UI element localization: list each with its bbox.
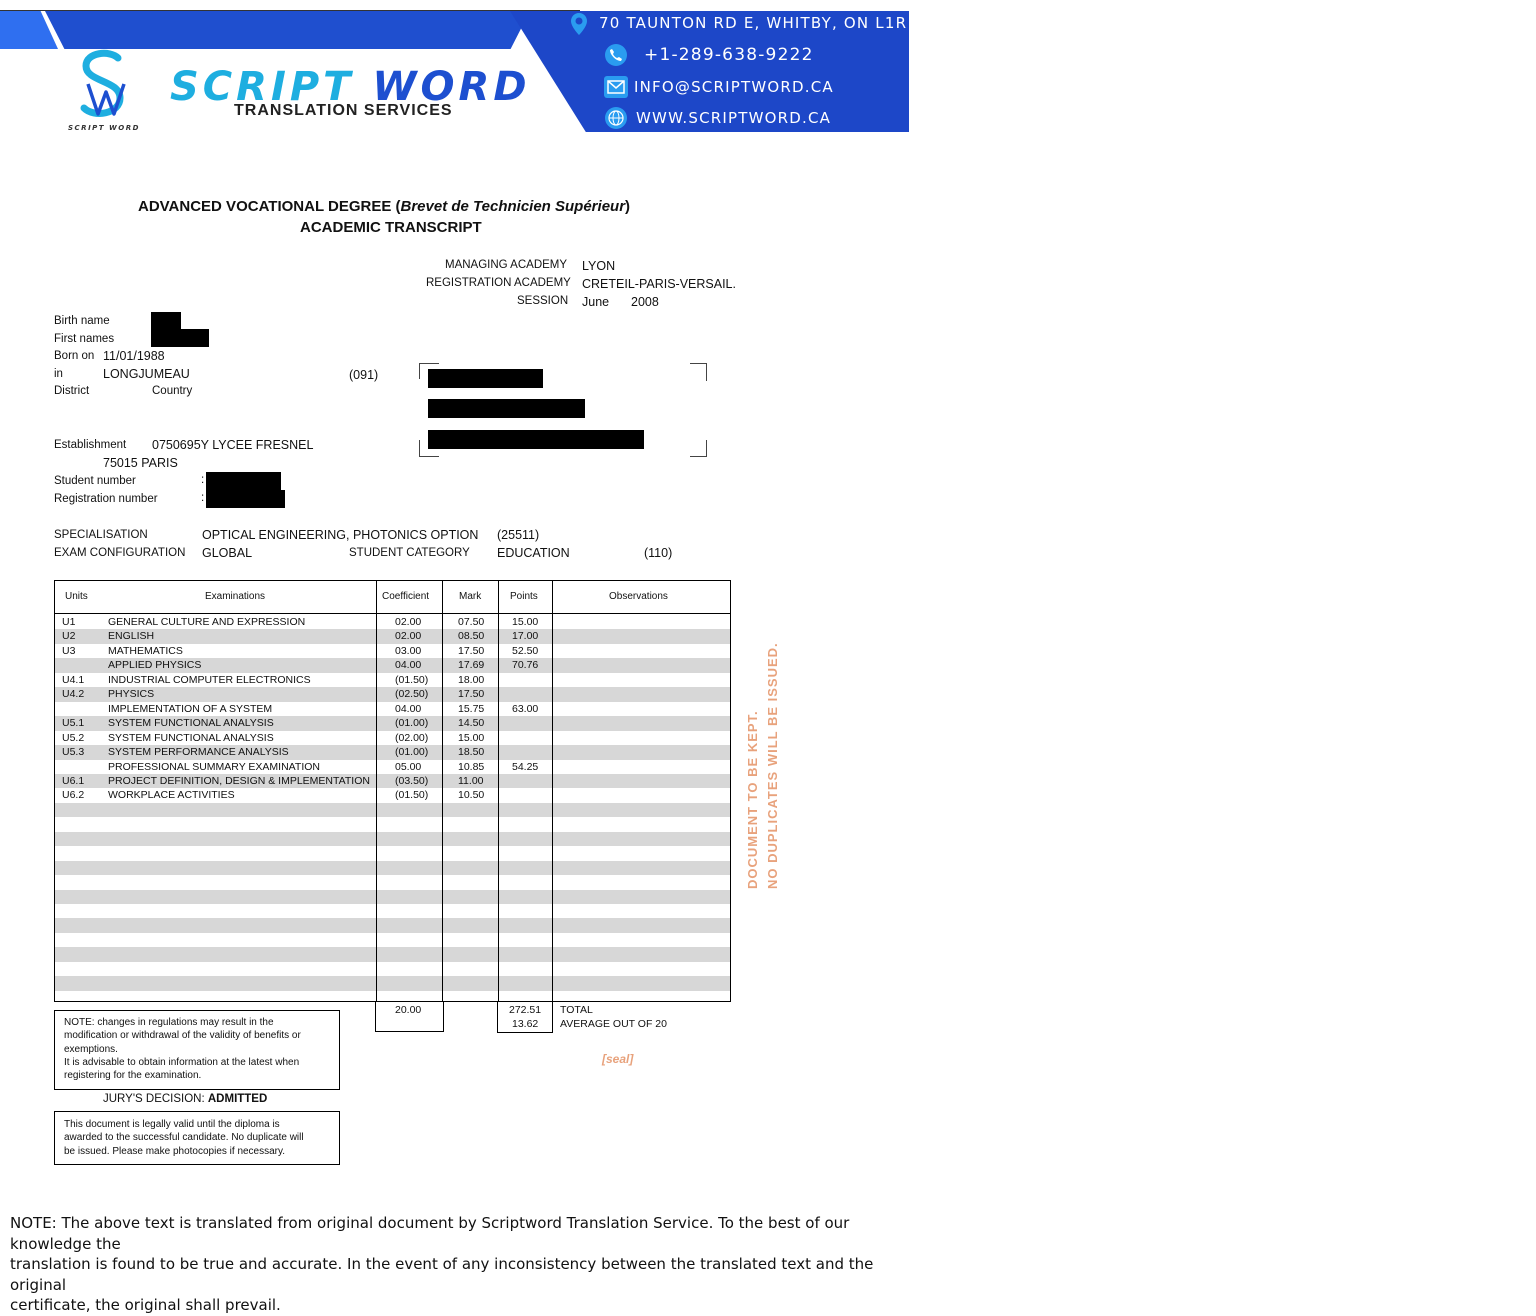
cell-mark: 10.50 — [458, 789, 485, 802]
birthplace-value: LONGJUMEAU — [103, 367, 190, 381]
managing-academy-value: LYON — [582, 259, 616, 273]
header-rule — [0, 10, 580, 11]
redacted-address-line3 — [428, 430, 644, 449]
cell-mark: 07.50 — [458, 616, 485, 628]
registration-academy-label: REGISTRATION ACADEMY — [426, 277, 571, 289]
header-units: Units — [65, 591, 88, 602]
brand-word-word: WORD — [372, 64, 531, 110]
establishment-value: 0750695Y LYCEE FRESNEL — [152, 438, 314, 452]
email-text: INFO@SCRIPTWORD.CA — [634, 78, 834, 96]
header-examinations: Examinations — [205, 591, 266, 602]
cell-points: 17.00 — [512, 630, 539, 643]
cell-mark: 11.00 — [458, 774, 484, 787]
address-bracket-br — [690, 440, 707, 457]
cell-mark: 15.00 — [458, 731, 485, 744]
cell-points: 15.00 — [512, 616, 539, 628]
seal-placeholder: [seal] — [602, 1052, 634, 1066]
cell-unit: U1 — [62, 616, 76, 628]
cell-examination: PROJECT DEFINITION, DESIGN & IMPLEMENTATION — [108, 774, 370, 787]
cell-mark: 08.50 — [458, 630, 485, 643]
session-label: SESSION — [517, 295, 569, 307]
col-divider-points — [498, 581, 499, 1001]
table-row-stripe — [55, 629, 730, 644]
vertical-note-kept: DOCUMENT TO BE KEPT. — [745, 710, 760, 889]
globe-icon — [605, 107, 627, 129]
cell-examination: SYSTEM FUNCTIONAL ANALYSIS — [108, 731, 274, 744]
col-divider-mark — [442, 581, 443, 1001]
registration-academy-value: CRETEIL-PARIS-VERSAIL. — [582, 277, 736, 291]
cell-coefficient: (01.50) — [395, 673, 429, 686]
table-row-stripe — [55, 947, 730, 962]
header-coefficient: Coefficient — [382, 591, 430, 602]
session-month: June — [582, 295, 610, 309]
cell-coefficient: (01.50) — [395, 789, 429, 802]
jury-decision: JURY'S DECISION: ADMITTED — [103, 1093, 268, 1105]
header-accent-bar — [45, 11, 530, 49]
cell-coefficient: (02.50) — [395, 688, 429, 701]
cell-points: 54.25 — [512, 760, 539, 773]
location-pin-icon — [570, 12, 588, 36]
cell-coefficient: 04.00 — [395, 659, 422, 672]
grades-table — [54, 580, 731, 1002]
student-category-label: STUDENT CATEGORY — [349, 547, 470, 559]
total-label: TOTAL — [560, 1004, 593, 1016]
mail-icon — [604, 76, 628, 98]
cell-coefficient: (01.00) — [395, 717, 429, 730]
scriptword-logo-icon — [72, 48, 134, 124]
redacted-address-line1 — [428, 369, 543, 388]
in-label: in — [54, 368, 63, 380]
cell-examination: SYSTEM FUNCTIONAL ANALYSIS — [108, 717, 274, 730]
document-subtitle: ACADEMIC TRANSCRIPT — [300, 219, 482, 236]
cell-mark: 17.50 — [458, 644, 485, 657]
birth-name-label: Birth name — [54, 315, 110, 327]
address-bracket-tr — [690, 363, 707, 381]
cell-coefficient: 03.00 — [395, 644, 422, 657]
cell-points: 63.00 — [512, 702, 539, 715]
redacted-first-names — [151, 329, 209, 347]
cell-points: 52.50 — [512, 644, 539, 657]
table-row-stripe — [55, 687, 730, 702]
establishment-city: 75015 PARIS — [103, 456, 178, 470]
validity-note: This document is legally valid until the diploma is awarded to the successful candidate. No duplicate will be issued. Please make photocopies if necessary. — [54, 1111, 340, 1165]
managing-academy-label: MANAGING ACADEMY — [445, 259, 568, 271]
table-row-stripe — [55, 976, 730, 991]
total-points: 272.51 — [509, 1004, 542, 1016]
average-value: 13.62 — [512, 1018, 539, 1030]
born-on-value: 11/01/1988 — [103, 349, 165, 363]
table-row-stripe — [55, 803, 730, 818]
cell-examination: ENGLISH — [108, 630, 155, 643]
cell-unit: U4.1 — [62, 673, 85, 686]
student-number-colon: : — [201, 474, 205, 486]
cell-unit: U5.1 — [62, 717, 85, 730]
exam-config-label: EXAM CONFIGURATION — [54, 547, 186, 559]
document-title: ADVANCED VOCATIONAL DEGREE (Brevet de Technicien Supérieur) — [138, 198, 631, 215]
specialisation-code: (25511) — [497, 528, 540, 542]
header-points: Points — [510, 591, 538, 602]
header-observations: Observations — [609, 591, 668, 602]
cell-examination: WORKPLACE ACTIVITIES — [108, 789, 235, 802]
cell-coefficient: (03.50) — [395, 774, 429, 787]
translation-footnote: NOTE: The above text is translated from original document by Scriptword Translation Service. To the best of our knowledge the translation is found to be true and accurate. In the event of any inconsistency between the translated text and the original certificate, the original shall prevail. — [10, 1214, 874, 1314]
student-number-label: Student number — [54, 475, 136, 487]
specialisation-value: OPTICAL ENGINEERING, PHOTONICS OPTION — [202, 528, 479, 542]
average-label: AVERAGE OUT OF 20 — [560, 1018, 667, 1030]
table-row-stripe — [55, 890, 730, 905]
header-divider — [55, 613, 730, 614]
student-category-code: (110) — [644, 546, 673, 560]
logo-caption: SCRIPT WORD — [68, 124, 140, 132]
total-coefficient: 20.00 — [395, 1004, 422, 1016]
cell-examination: PHYSICS — [108, 688, 155, 701]
brand-subtitle: TRANSLATION SERVICES — [234, 102, 453, 119]
cell-examination: INDUSTRIAL COMPUTER ELECTRONICS — [108, 673, 311, 686]
first-names-label: First names — [54, 333, 115, 345]
session-year: 2008 — [631, 295, 659, 309]
registration-number-colon: : — [201, 492, 205, 504]
redacted-registration-number — [206, 490, 285, 508]
cell-coefficient: 02.00 — [395, 630, 422, 643]
header-mark: Mark — [459, 591, 482, 602]
cell-mark: 15.75 — [458, 702, 485, 715]
redacted-student-number — [206, 472, 281, 491]
district-label: District — [54, 385, 90, 397]
cell-unit: U5.2 — [62, 731, 85, 744]
table-row-stripe — [55, 918, 730, 933]
establishment-label: Establishment — [54, 439, 127, 451]
department-code: (091) — [349, 368, 379, 382]
table-row-stripe — [55, 861, 730, 876]
vertical-note-duplicates: NO DUPLICATES WILL BE ISSUED. — [765, 642, 780, 889]
cell-mark: 18.00 — [458, 673, 485, 686]
cell-examination: APPLIED PHYSICS — [108, 659, 202, 672]
country-label: Country — [152, 385, 193, 397]
cell-unit: U4.2 — [62, 688, 85, 701]
regulations-note: NOTE: changes in regulations may result in the modification or withdrawal of the validity of benefits or exemptions. It is advisable to obtain information at the latest when registering for the examination. — [54, 1010, 340, 1090]
cell-unit: U6.1 — [62, 774, 85, 787]
specialisation-label: SPECIALISATION — [54, 529, 148, 541]
cell-unit: U6.2 — [62, 789, 85, 802]
phone-text: +1-289-638-9222 — [644, 45, 814, 65]
cell-examination: GENERAL CULTURE AND EXPRESSION — [108, 616, 306, 628]
student-category-value: EDUCATION — [497, 546, 570, 560]
exam-config-value: GLOBAL — [202, 546, 253, 560]
born-on-label: Born on — [54, 350, 95, 362]
table-row-stripe — [55, 832, 730, 847]
cell-mark: 17.69 — [458, 659, 485, 672]
cell-coefficient: (02.00) — [395, 731, 429, 744]
cell-coefficient: (01.00) — [395, 746, 429, 759]
cell-examination: IMPLEMENTATION OF A SYSTEM — [108, 702, 273, 715]
cell-mark: 17.50 — [458, 688, 485, 701]
cell-coefficient: 05.00 — [395, 760, 422, 773]
website-text: WWW.SCRIPTWORD.CA — [636, 109, 832, 127]
cell-points: 70.76 — [512, 659, 539, 672]
redacted-birth-name — [151, 312, 181, 330]
cell-unit: U2 — [62, 630, 76, 643]
cell-examination: SYSTEM PERFORMANCE ANALYSIS — [108, 746, 289, 759]
cell-unit: U5.3 — [62, 746, 85, 759]
registration-number-label: Registration number — [54, 493, 158, 505]
cell-unit: U3 — [62, 644, 76, 657]
address-text: 70 TAUNTON RD E, WHITBY, ON L1R 3L5 — [599, 14, 945, 32]
cell-mark: 14.50 — [458, 717, 485, 730]
cell-coefficient: 04.00 — [395, 702, 422, 715]
cell-coefficient: 02.00 — [395, 616, 422, 628]
cell-examination: PROFESSIONAL SUMMARY EXAMINATION — [108, 760, 320, 773]
redacted-address-line2 — [428, 399, 585, 418]
col-divider-coefficient — [376, 581, 377, 1001]
cell-examination: MATHEMATICS — [108, 644, 183, 657]
cell-mark: 10.85 — [458, 760, 485, 773]
cell-mark: 18.50 — [458, 746, 485, 759]
col-divider-observations — [552, 581, 553, 1001]
phone-icon — [605, 44, 627, 66]
brand-word-script: SCRIPT — [170, 64, 355, 110]
